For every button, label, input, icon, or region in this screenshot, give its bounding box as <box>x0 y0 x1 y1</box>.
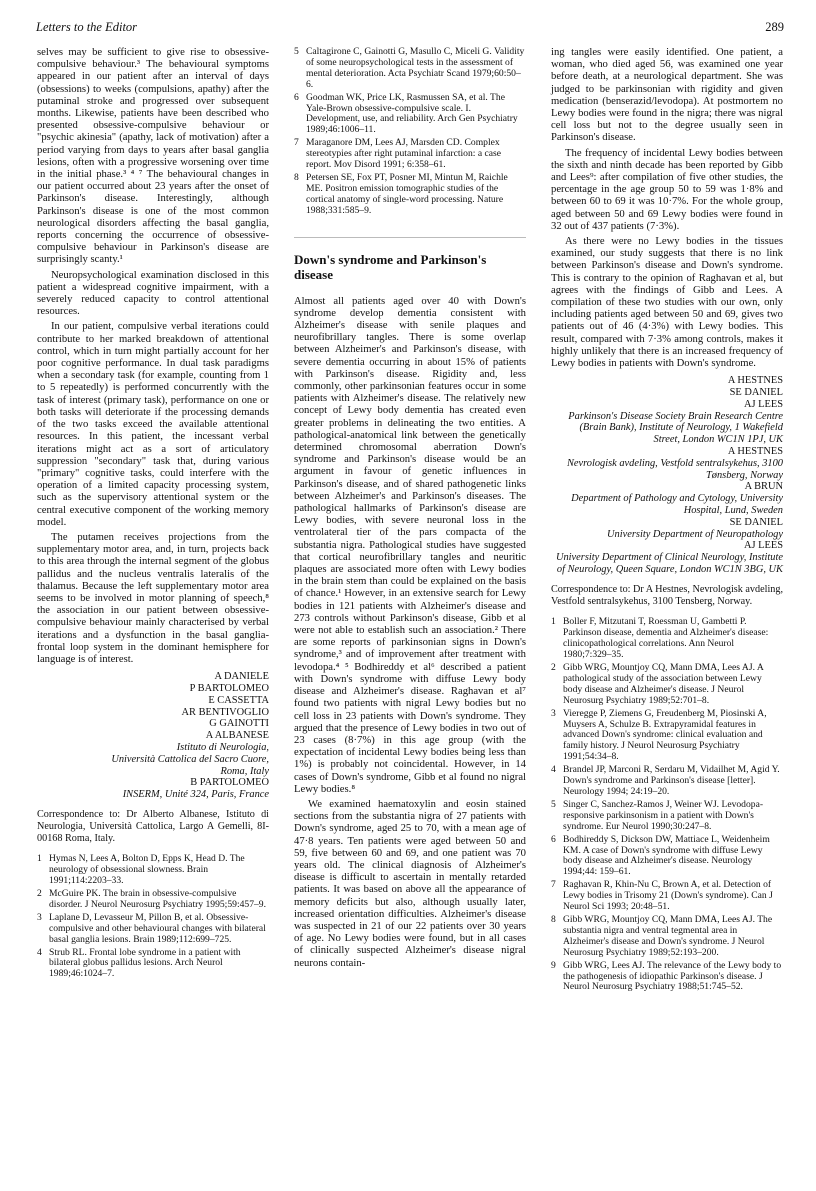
reference-item: 5 Caltagirone C, Gainotti G, Masullo C, Miceli G. Validity of some neuropsychological tests in the assessment of mental deterioration. Acta Psychiatr Scand 1979;60:50–6. <box>294 46 525 90</box>
author-affiliation: Department of Pathology and Cytology, University Hospital, Lund, Sweden <box>571 493 783 517</box>
author-names: A DANIELE P BARTOLOMEO E CASSETTA AR BENTIVOGLIO G GAINOTTI A ALBANESE <box>181 671 269 742</box>
author-affiliation: University Department of Clinical Neurology, Institute of Neurology, Queen Square, London WC1N 3BG, UK <box>555 552 783 576</box>
author-affiliation: University Department of Neuropathology <box>607 528 783 540</box>
author-names: AJ LEES <box>744 540 783 552</box>
reference-list <box>551 617 783 993</box>
reference-item: 6 Bodhireddy S, Dickson DW, Mattiace L, Weidenheim KM. A case of Down's syndrome with diffuse Lewy body disease and Alzheimer's disease. Neurology 1994;44: 159–61. <box>551 833 770 878</box>
author-names: B PARTOLOMEO <box>190 777 269 789</box>
body-paragraph: selves may be sufficient to give rise to obsessive-compulsive behaviour.³ The behavioural symptoms appeared in our patient after an interval of days (obsessions) to weeks (compulsions, apathy) after the putaminal stroke and progressed over subsequent months. Likewise, patients have been described who presented obsessive-compulsive behaviour or "psychic akinesia" (apathy, lack of motivation) after a period varying from days to years after basal ganglia lesions, often with a progressive worsening over time in the initial phase.³ ⁴ ⁷ The behavioural changes in our patient occurred about 23 years after the onset of Parkinson's disease. Interestingly, although Parkinson's disease is one of the most common neurological disorders affecting the basal ganglia, reports concerning the occurrence of obsessive-compulsive behaviour in Parkinson's disease are surprisingly scanty.¹ <box>37 47 269 266</box>
body-paragraph: We examined haematoxylin and eosin stained sections from the substantia nigra of 27 patients with Down's syndrome, aged 25 to 70, with a mean age of 47·8 years. Ten patients were aged between 50 and 59, five between 60 and 69, and one patient was 70 years old. The clinical diagnosis of Alzheimer's disease is difficult to ascertain in mentally retarded patients. It was based on above all the appearance of memory deficits but also, although usually later, increased orientation difficulties. Alzheimer's disease was suspected in 21 of our 22 patients over 30 years of age. No Lewy bodies were found, but in all cases of clinically suspected Alzheimer's disease nigral neurons contain- <box>294 798 526 969</box>
author-affiliation: Istituto di Neurologia, Università Cattolica del Sacro Cuore, Roma, Italy <box>111 741 269 777</box>
reference-item: 2 McGuire PK. The brain in obsessive-compulsive disorder. J Neurol Neurosurg Psychiatry 1995;59:457–9. <box>37 888 266 910</box>
reference-item: 4 Brandel JP, Marconi R, Serdaru M, Vidailhet M, Agid Y. Down's syndrome and Parkinson's disease [letter]. Neurology 1994; 24:19–20. <box>551 764 780 798</box>
author-affiliation: Parkinson's Disease Society Brain Research Centre (Brain Bank), Institute of Neurology, 1 Wakefield Street, London WC1N 1PJ, UK <box>568 410 783 446</box>
body-paragraph: As there were no Lewy bodies in the tissues examined, our study suggests that there is no link between Parkinson's disease and Down's syndrome. This is contrary to the opinion of Raghavan et al, but agrees with the findings of Gibb and Lees. A compilation of these two studies with our own, only including patients aged between 50 and 69, gives two patients out of 46 (4·3%) with Lewy bodies. This result, compared with 7·3% among controls, makes it highly unlikely that there is an increased frequency of Lewy bodies in patients with Down's syndrome. <box>551 236 783 370</box>
author-names: SE DANIEL <box>729 516 783 528</box>
reference-item: 3 Vieregge P, Ziemens G, Freudenberg M, Piosinski A, Muysers A, Schulze B. Extrapyramidal features in advanced Down's syndrome: clinical evaluation and family history. J Neurol Neurosurg Psychiatry 1991;54:34–8. <box>551 707 767 763</box>
column-1 <box>37 47 269 982</box>
author-affiliation: INSERM, Unité 324, Paris, France <box>122 789 269 801</box>
reference-item: 8 Gibb WRG, Mountjoy CQ, Mann DMA, Lees AJ. The substantia nigra and ventral tegmental area in Alzheimer's disease and Down's syndrome. J Neurol Neurosurg Psychiatry 1989;52:193–200. <box>551 913 773 958</box>
reference-item: 9 Gibb WRG, Lees AJ. The relevance of the Lewy body to the pathogenesis of idiopathic Parkinson's disease. J Neurol Neurosurg Psychiatry 1988;51:745–52. <box>551 959 782 993</box>
column-2 <box>294 47 526 973</box>
body-paragraph: The frequency of incidental Lewy bodies between the sixth and ninth decade has been reported by Gibb and Lees⁹: after compilation of five other studies, the percentage in the age group 50 to 59 was 1·8% and between 60 to 69 it was 10·7%. For the whole group, aged between 50 and 69 Lewy bodies were found in 32 out of 437 patients (7·3%). <box>551 147 783 232</box>
author-names: A BRUN <box>744 481 783 493</box>
reference-item: 6 Goodman WK, Price LK, Rasmussen SA, et al. The Yale-Brown obsessive-compulsive scale. I. Development, use, and reliability. Arch Gen Psychiatry 1989;46:1006–11. <box>294 91 518 136</box>
running-header <box>36 20 784 40</box>
correspondence-note: Correspondence to: Dr A Hestnes, Nevrologisk avdeling, Vestfold sentralsykehus, 3100 Tensberg, Norway. <box>551 583 784 607</box>
letter-title: Down's syndrome and Parkinson's disease <box>294 237 526 282</box>
reference-list <box>294 47 526 217</box>
author-names: A HESTNES SE DANIEL AJ LEES <box>727 375 783 410</box>
reference-item: 8 Petersen SE, Fox PT, Posner MI, Mintun M, Raichle ME. Positron emission tomographic studies of the cortical anatomy of single-word processing. Nature 1988;331:585–9. <box>294 171 508 216</box>
reference-item: 7 Maraganore DM, Lees AJ, Marsden CD. Complex stereotypies after right putaminal infarction: a case report. Mov Disord 1991; 6:358–61. <box>294 137 501 171</box>
author-signature-block <box>551 375 783 576</box>
reference-item: 3 Laplane D, Levasseur M, Pillon B, et al. Obsessive-compulsive and other behavioural changes with bilateral basal ganglia lesions. Brain 1989;112:699–725. <box>37 911 266 945</box>
journal-section-title: Letters to the Editor <box>36 20 138 34</box>
body-paragraph: In our patient, compulsive verbal iterations could contribute to her marked breakdown of attentional control, which in turn might partially account for her poor cognitive performance. In dual task paradigms when a secondary task (for example, counting from 1 to 5 repeatedly) is performed concurrently with the task of interest (primary task), performance on one or both tasks will deteriorate if the processing demands of the two tasks exceed the available attentional resources. In this patient, the incessant verbal iterations might act as a sort of articulatory suppression "secondary" task that, during various "primary" cognitive tasks, could interfere with the operation of a limited capacity processing system, such as the supervisory attentional system or the central executive component of the working memory model. <box>37 321 269 528</box>
reference-item: 7 Raghavan R, Khin-Nu C, Brown A, et al. Detection of Lewy bodies in Trisomy 21 (Down's syndrome). Can J Neurol Sci 1993; 20:48–51. <box>551 879 773 913</box>
body-paragraph: ing tangles were easily identified. One patient, a woman, who died aged 56, was examined one year before death, at a neurological department. She was judged to be parkinsonian with rigidity and given medication (benserazid/levodopa). At postmortem no Lewy bodies were found in the nigra; there was nigral cell loss but not to the degree usually seen in Parkinson's disease. <box>551 47 783 144</box>
reference-list <box>37 854 269 980</box>
author-signature-block <box>37 671 269 801</box>
author-names: A HESTNES <box>727 446 783 458</box>
correspondence-note: Correspondence to: Dr Alberto Albanese, Istituto di Neurologia, Università Cattolica, Largo A Gemelli, 8I-00168 Roma, Italy. <box>37 808 269 844</box>
reference-item: 4 Strub RL. Frontal lobe syndrome in a patient with bilateral globus pallidus lesions. Arch Neurol 1989;46:1024–7. <box>37 946 241 980</box>
reference-item: 5 Singer C, Sanchez-Ramos J, Weiner WJ. Levodopa-responsive parkinsonism in a patient with Down's syndrome. Eur Neurol 1990;30:247–8. <box>551 798 764 832</box>
reference-item: 2 Gibb WRG, Mountjoy CQ, Mann DMA, Lees AJ. A pathological study of the association between Lewy body disease and Alzheimer's disease. J Neurol Neurosurg Psychiatry 1989;52:701–8. <box>551 662 764 706</box>
author-affiliation: Nevrologisk avdeling, Vestfold sentralsykehus, 3100 Tønsberg, Norway <box>566 457 783 481</box>
reference-item: 1 Boller F, Mitzutani T, Roessman U, Gambetti P. Parkinson disease, dementia and Alzheimer's disease: clinicopathological correlations. Ann Neurol 1980;7:329–35. <box>551 616 769 661</box>
reference-item: 1 Hymas N, Lees A, Bolton D, Epps K, Head D. The neurology of obsessional slowness. Brain 1991;114:2203–33. <box>37 853 245 887</box>
column-3 <box>551 47 783 995</box>
page-number: 289 <box>765 20 784 34</box>
body-paragraph: Neuropsychological examination disclosed in this patient a widespread cognitive impairment, with a severely reduced capacity to control attentional resources. <box>37 269 269 318</box>
body-paragraph: Almost all patients aged over 40 with Down's syndrome develop dementia consistent with Alzheimer's disease with senile plaques and neurofibrillary tangles. There is some overlap between Alzheimer's and Parkinson's disease, with severe dementia occurring in about 15% of patients with Parkinson's disease. Rigidity and, less commonly, other parkinsonian features occur in some patients with Alzheimer's disease. The relatively new concept of Lewy body dementia has created even greater problems in delineating the two entities. A pathological-anatomical link between the genetically determined chromosomal aberration Down's syndrome and Parkinson's disease would be an argument in favour of genetic influences in Parkinson's disease, and of shared pathogenetic links between Alzheimer's and Parkinson's diseases. The pathological hallmarks of Parkinson's disease are Lewy bodies, with severe neuronal loss in the ventrolateral tier of the pars compacta of the substantia nigra. Pathological studies have suggested that cortical neurofibrillary tangles and neuritic plaques are associated more often with Lewy bodies in the brain stem than could be explained on the basis of chance.¹ However, in an extensive search for Lewy bodies in 121 patients with Alzheimer's disease and 273 controls without Parkinson's disease, Gibb et al were not able to establish such an association.² There are some reports of parkinsonian signs in Down's syndrome,³ and of improvement after treatment with levodopa.⁴ ⁵ Bodhireddy et al⁶ described a patient with Down's syndrome with diffuse Lewy body disease and Alzheimer's disease. Raghavan et al⁷ found two patients with nigral Lewy bodies but no cell loss in 23 patients with Down's syndrome. They argued that the presence of Lewy bodies in two out of 23 cases (8·7%) in this age group (with the expectation of incidental Lewy bodies being less than 1%) is probably not coincidental. However, in 14 cases of Down's syndrome, Gibb et al found no nigral Lewy bodies.⁸ <box>294 295 526 795</box>
body-paragraph: The putamen receives projections from the supplementary motor area, and, in turn, projects back to this area through the internal segment of the globus pallidus and the nucleus ventralis lateralis of the thalamus. Because the left supplementary motor area seems to be involved in motor planning of speech,⁸ the association in our patient between obsessive-compulsive behaviour mainly characterised by verbal iterations and a dysfunction in the basal ganglia-frontal loop system in the dominant hemisphere for language is of interest. <box>37 531 269 665</box>
